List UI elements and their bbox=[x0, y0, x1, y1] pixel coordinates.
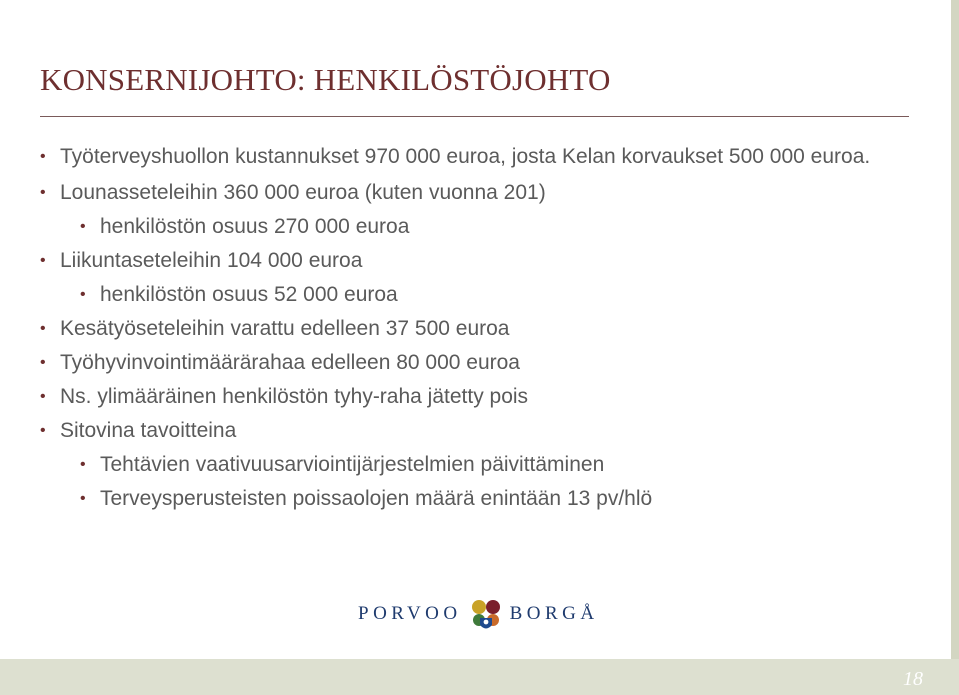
bullet-item bbox=[40, 380, 920, 414]
bullet-text: Liikuntaseteleihin 104 000 euroa bbox=[60, 249, 363, 272]
porvoo-borga-logo bbox=[358, 594, 599, 634]
bullet-text: Lounasseteleihin 360 000 euroa (kuten vuonna 201) bbox=[60, 181, 546, 204]
bullet-text: Terveysperusteisten poissaolojen määrä enintään 13 pv/hlö bbox=[100, 487, 653, 510]
footer-band bbox=[0, 659, 959, 695]
sub-bullet-item bbox=[40, 448, 920, 482]
bullet-text: Ns. ylimääräinen henkilöstön tyhy-raha jätetty pois bbox=[60, 385, 529, 408]
bullet-item bbox=[40, 142, 920, 171]
slide-title: KONSERNIJOHTO: HENKILÖSTÖJOHTO bbox=[40, 62, 611, 97]
bullet-text: henkilöstön osuus 52 000 euroa bbox=[100, 283, 398, 306]
bullet-text: henkilöstön osuus 270 000 euroa bbox=[100, 215, 410, 238]
bullet-icon: • bbox=[80, 286, 86, 303]
porvoo-borga-logo-icon bbox=[466, 594, 506, 634]
bullet-text: Työhyvinvointimäärärahaa edelleen 80 000 euroa bbox=[60, 351, 520, 374]
bullet-icon: • bbox=[40, 354, 46, 371]
bullet-text: Sitovina tavoitteina bbox=[60, 419, 237, 442]
bullet-text: Työterveyshuollon kustannukset 970 000 euroa, josta Kelan korvaukset 500 000 euroa. bbox=[60, 145, 871, 168]
page-number: 18 bbox=[903, 668, 923, 690]
sub-bullet-item bbox=[40, 278, 920, 312]
bullet-icon: • bbox=[40, 320, 46, 337]
bullet-item bbox=[40, 312, 920, 346]
logo-text-porvoo: PORVOO bbox=[358, 603, 462, 624]
bullet-item bbox=[40, 346, 920, 380]
title-divider bbox=[40, 116, 909, 117]
bullet-icon: • bbox=[80, 456, 86, 473]
bullet-icon: • bbox=[40, 148, 46, 165]
logo-text-borga: BORGÅ bbox=[509, 603, 599, 624]
bullet-item bbox=[40, 176, 920, 210]
bullet-icon: • bbox=[40, 252, 46, 269]
bullet-icon: • bbox=[80, 490, 86, 507]
bullet-icon: • bbox=[40, 388, 46, 405]
sub-bullet-item bbox=[40, 482, 920, 516]
bullet-item bbox=[40, 414, 920, 448]
bullet-item bbox=[40, 244, 920, 278]
right-border-band bbox=[951, 0, 959, 695]
bullet-icon: • bbox=[40, 184, 46, 201]
bullet-text: Kesätyöseteleihin varattu edelleen 37 500 euroa bbox=[60, 317, 510, 340]
sub-bullet-item bbox=[40, 210, 920, 244]
bullet-list bbox=[40, 142, 920, 516]
bullet-text: Tehtävien vaativuusarviointijärjestelmien päivittäminen bbox=[100, 453, 605, 476]
bullet-icon: • bbox=[80, 218, 86, 235]
bullet-icon: • bbox=[40, 422, 46, 439]
